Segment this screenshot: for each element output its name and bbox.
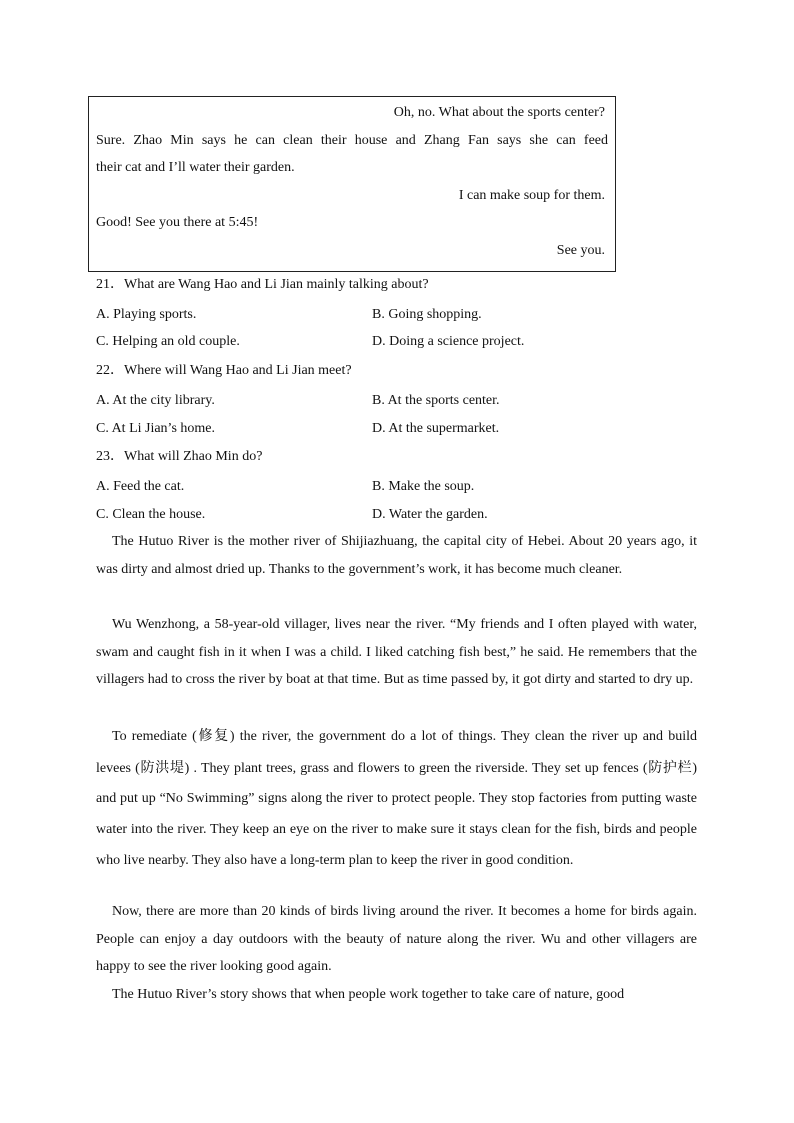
question-21: 21．What are Wang Hao and Li Jian mainly talking about? bbox=[96, 277, 429, 292]
passage-paragraph-4: Now, there are more than 20 kinds of birds living around the river. It becomes a home for birds again. People can enjoy a day outdoors with the beauty of nature along the river. Wu and other villagers are happy to see the river looking good again. bbox=[96, 904, 697, 975]
dialogue-box bbox=[88, 96, 616, 272]
chinese-gloss: 修复 bbox=[196, 728, 230, 744]
dialogue-line: Good! See you there at 5:45! bbox=[96, 215, 259, 230]
passage-paragraph-5: The Hutuo River’s story shows that when people work together to take care of nature, good bbox=[112, 987, 625, 1002]
option-21-a: A. Playing sports. bbox=[96, 307, 197, 322]
option-23-a: A. Feed the cat. bbox=[96, 479, 185, 494]
passage-paragraph-1: The Hutuo River is the mother river of Shijiazhuang, the capital city of Hebei. About 20 years ago, it was dirty and almost dried up. Thanks to the government’s work, it has become much cleaner. bbox=[96, 534, 697, 577]
p3-text-3: ) . They plant trees, grass and flowers to green the riverside. They set up fences ( bbox=[184, 760, 648, 776]
option-22-a: A. At the city library. bbox=[96, 393, 215, 408]
p3-text-4: ) and put up “No Swimming” signs along the river to protect people. They stop factories from putting waste water into the river. They keep an eye on the river to make sure it stays clean for the fish, birds and people who live nearby. They also have a long-term plan to keep the river in good condition. bbox=[96, 760, 698, 868]
option-22-c: C. At Li Jian’s home. bbox=[96, 421, 215, 436]
option-22-d: D. At the supermarket. bbox=[372, 421, 500, 436]
passage-paragraph-2: Wu Wenzhong, a 58-year-old villager, lives near the river. “My friends and I often played with water, swam and caught fish in it when I was a child. I liked catching fish best,” he said. He remembers that the villagers had to cross the river by boat at that time. But as time passed by, it got dirty and started to dry up. bbox=[96, 617, 697, 688]
option-23-d: D. Water the garden. bbox=[372, 507, 488, 522]
option-23-b: B. Make the soup. bbox=[372, 479, 475, 494]
passage-paragraph-3 bbox=[96, 721, 697, 877]
dialogue-line: their cat and I’ll water their garden. bbox=[96, 160, 295, 175]
dialogue-line: Oh, no. What about the sports center? bbox=[393, 105, 605, 120]
option-21-b: B. Going shopping. bbox=[372, 307, 482, 322]
p3-text-2: ) the river, the government do a lot of things. They clean the river up and build levees ( bbox=[96, 729, 697, 776]
option-21-d: D. Doing a science project. bbox=[372, 334, 525, 349]
option-21-c: C. Helping an old couple. bbox=[96, 334, 240, 349]
chinese-gloss: 防洪堤 bbox=[139, 759, 185, 776]
p3-text-1: To remediate ( bbox=[112, 729, 197, 744]
option-23-c: C. Clean the house. bbox=[96, 507, 206, 522]
chinese-gloss: 防护栏 bbox=[647, 759, 693, 776]
option-22-b: B. At the sports center. bbox=[372, 393, 500, 408]
dialogue-line: See you. bbox=[556, 243, 605, 258]
dialogue-line: Sure. Zhao Min says he can clean their house and Zhang Fan says she can feed bbox=[96, 133, 608, 148]
question-23: 23．What will Zhao Min do? bbox=[96, 449, 263, 464]
question-22: 22．Where will Wang Hao and Li Jian meet? bbox=[96, 363, 352, 378]
dialogue-line: I can make soup for them. bbox=[458, 188, 605, 203]
